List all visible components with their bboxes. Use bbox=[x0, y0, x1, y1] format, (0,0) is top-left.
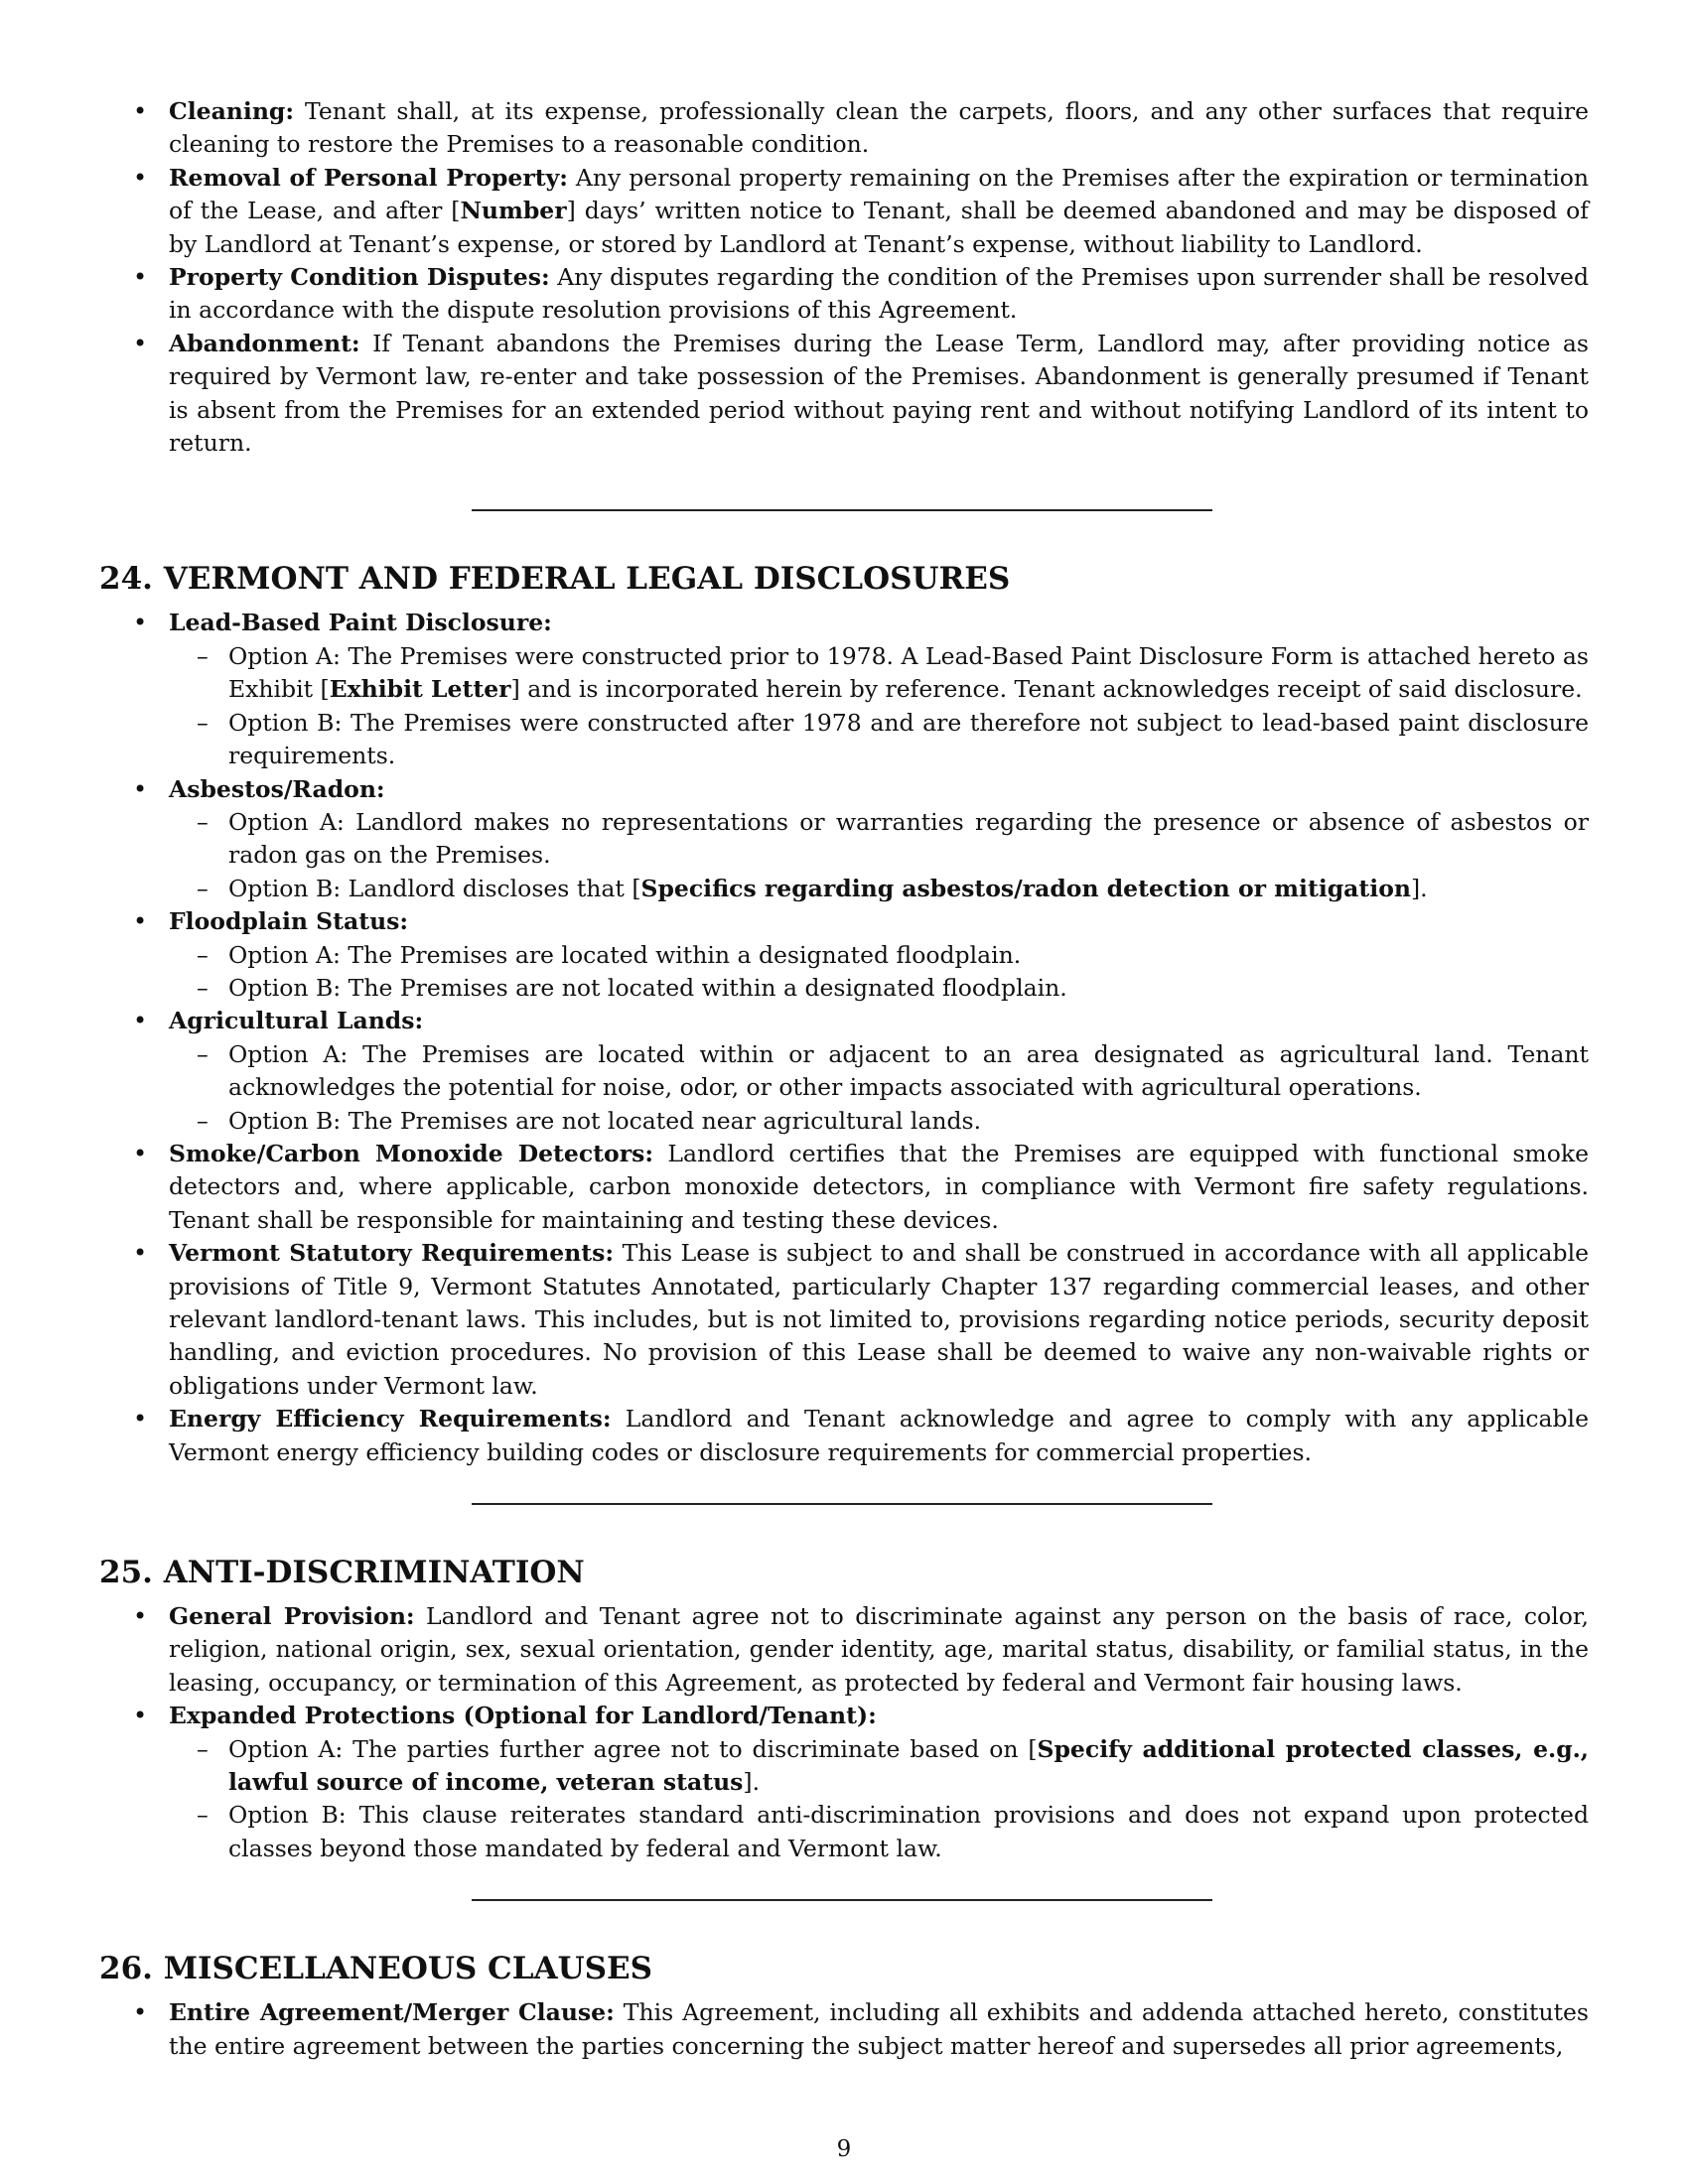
placeholder-field: Exhibit Letter bbox=[329, 675, 511, 704]
option-item bbox=[169, 1733, 1589, 1800]
section-heading: 26. MISCELLANEOUS CLAUSES bbox=[99, 1951, 653, 1987]
placeholder-field: Specifics regarding asbestos/radon detection or mitigation bbox=[640, 874, 1411, 902]
list-item bbox=[99, 905, 1589, 1005]
options-list bbox=[169, 1038, 1589, 1138]
item-label: Abandonment: bbox=[169, 329, 360, 357]
section-24-list bbox=[99, 607, 1589, 1469]
item-text: Landlord and Tenant acknowledge and agree to comply with any applicable Vermont energy efficiency building codes or disclosure requirements for commercial properties. bbox=[169, 1405, 1589, 1466]
surrender-clauses-list bbox=[99, 95, 1589, 460]
option-item: – Option B: The Premises are not located near agricultural lands. bbox=[169, 1105, 1589, 1138]
option-item bbox=[169, 640, 1589, 707]
item-label: Vermont Statutory Requirements: bbox=[169, 1239, 615, 1268]
item-text: Any personal property remaining on the Premises after the expiration or termination of the Lease, and after [ bbox=[169, 163, 1589, 225]
option-text: Option A: The Premises were constructed prior to 1978. A Lead-Based Paint Disclosure Form is attached hereto as Exhibit [ bbox=[228, 641, 1589, 704]
list-item bbox=[99, 1996, 1589, 2063]
item-text: ] days’ written notice to Tenant, shall be deemed abandoned and may be disposed of by Landlord at Tenant’s expense, or stored by Landlord at Tenant’s expense, without liability to Landlord. bbox=[169, 197, 1590, 258]
options-list bbox=[169, 939, 1589, 1006]
item-label: Lead-Based Paint Disclosure: bbox=[169, 609, 552, 637]
item-text: Tenant shall, at its expense, professionally clean the carpets, floors, and any other surfaces that require cleaning to restore the Premises to a reasonable condition. bbox=[169, 97, 1589, 159]
section-divider bbox=[472, 1899, 1212, 1901]
document-page bbox=[99, 95, 1589, 2063]
list-item bbox=[99, 1403, 1589, 1469]
item-text: Landlord and Tenant agree not to discriminate against any person on the basis of race, color, religion, national origin, sex, sexual orientation, gender identity, age, marital status, disability, or familial status, in the leasing, occupancy, or termination of this Agreement, as protected by federal and Vermont fair housing laws. bbox=[169, 1602, 1589, 1697]
item-label: General Provision: bbox=[169, 1602, 415, 1631]
option-item: – Option B: This clause reiterates standard anti-discrimination provisions and does not expand upon protected classes beyond those mandated by federal and Vermont law. bbox=[169, 1799, 1589, 1865]
options-list bbox=[169, 806, 1589, 905]
section-25-list bbox=[99, 1600, 1589, 1865]
item-text: If Tenant abandons the Premises during the Lease Term, Landlord may, after providing notice as required by Vermont law, re-enter and take possession of the Premises. Abandonment is generally presumed if Tenant is absent from the Premises for an extended period without paying rent and without notifying Landlord of its intent to return. bbox=[169, 329, 1589, 458]
page-number: 9 bbox=[836, 2136, 852, 2162]
option-text: ]. bbox=[1410, 874, 1428, 902]
item-label: Smoke/Carbon Monoxide Detectors: bbox=[169, 1139, 653, 1167]
list-item bbox=[99, 328, 1589, 461]
section-heading: 24. VERMONT AND FEDERAL LEGAL DISCLOSURES bbox=[99, 561, 1011, 598]
list-item bbox=[99, 607, 1589, 772]
item-label: Expanded Protections (Optional for Landlord/Tenant): bbox=[169, 1702, 877, 1730]
item-label: Property Condition Disputes: bbox=[169, 263, 550, 292]
list-item bbox=[99, 773, 1589, 906]
option-item: – Option B: The Premises were constructed after 1978 and are therefore not subject to lead-based paint disclosure requirements. bbox=[169, 707, 1589, 773]
item-label: Agricultural Lands: bbox=[169, 1007, 424, 1035]
item-text: Landlord certifies that the Premises are equipped with functional smoke detectors and, where applicable, carbon monoxide detectors, in compliance with Vermont fire safety regulations. Tenant shall be responsible for maintaining and testing these devices. bbox=[169, 1139, 1589, 1234]
options-list bbox=[169, 640, 1589, 773]
item-text: This Lease is subject to and shall be construed in accordance with all applicable provisions of Title 9, Vermont Statutes Annotated, particularly Chapter 137 regarding commercial leases, and other relevant landlord-tenant laws. This includes, but is not limited to, provisions regarding notice periods, security deposit handling, and eviction procedures. No provision of this Lease shall be deemed to waive any non-waivable rights or obligations under Vermont law. bbox=[169, 1239, 1589, 1400]
option-item: – Option A: The Premises are located within or adjacent to an area designated as agricultural land. Tenant acknowledges the potential for noise, odor, or other impacts associated with agricultural operations. bbox=[169, 1038, 1589, 1105]
list-item bbox=[99, 1138, 1589, 1237]
options-list bbox=[169, 1733, 1589, 1866]
placeholder-field: Number bbox=[460, 197, 567, 225]
option-item: – Option A: The Premises are located within a designated floodplain. bbox=[169, 939, 1589, 972]
item-label: Entire Agreement/Merger Clause: bbox=[169, 1998, 615, 2027]
list-item bbox=[99, 1237, 1589, 1403]
item-label: Removal of Personal Property: bbox=[169, 163, 568, 192]
list-item bbox=[99, 1600, 1589, 1700]
item-label: Floodplain Status: bbox=[169, 907, 409, 936]
list-item bbox=[99, 1005, 1589, 1138]
list-item bbox=[99, 95, 1589, 162]
list-item bbox=[99, 162, 1589, 261]
list-item bbox=[99, 1700, 1589, 1865]
option-text: Option A: The parties further agree not to discriminate based on [ bbox=[228, 1734, 1038, 1763]
option-text: Option B: Landlord discloses that [ bbox=[228, 874, 641, 902]
item-label: Energy Efficiency Requirements: bbox=[169, 1405, 612, 1433]
section-divider bbox=[472, 509, 1212, 511]
option-item: – Option B: The Premises are not located within a designated floodplain. bbox=[169, 972, 1589, 1005]
option-item: – Option A: Landlord makes no representations or warranties regarding the presence or absence of asbestos or radon gas on the Premises. bbox=[169, 806, 1589, 873]
item-text: Any disputes regarding the condition of the Premises upon surrender shall be resolved in accordance with the dispute resolution provisions of this Agreement. bbox=[169, 263, 1589, 325]
item-text: This Agreement, including all exhibits and addenda attached hereto, constitutes the entire agreement between the parties concerning the subject matter hereof and supersedes all prior agreements, bbox=[169, 1998, 1589, 2060]
option-item bbox=[169, 873, 1589, 905]
placeholder-field: Specify additional protected classes, e.g., lawful source of income, veteran status bbox=[228, 1734, 1589, 1797]
section-26-list bbox=[99, 1996, 1589, 2063]
item-label: Cleaning: bbox=[169, 97, 295, 125]
section-heading: 25. ANTI-DISCRIMINATION bbox=[99, 1555, 585, 1591]
item-label: Asbestos/Radon: bbox=[169, 774, 385, 803]
option-text: ] and is incorporated herein by reference. Tenant acknowledges receipt of said disclosure. bbox=[510, 675, 1583, 704]
section-divider bbox=[472, 1503, 1212, 1505]
list-item bbox=[99, 261, 1589, 328]
option-text: ]. bbox=[743, 1768, 761, 1797]
